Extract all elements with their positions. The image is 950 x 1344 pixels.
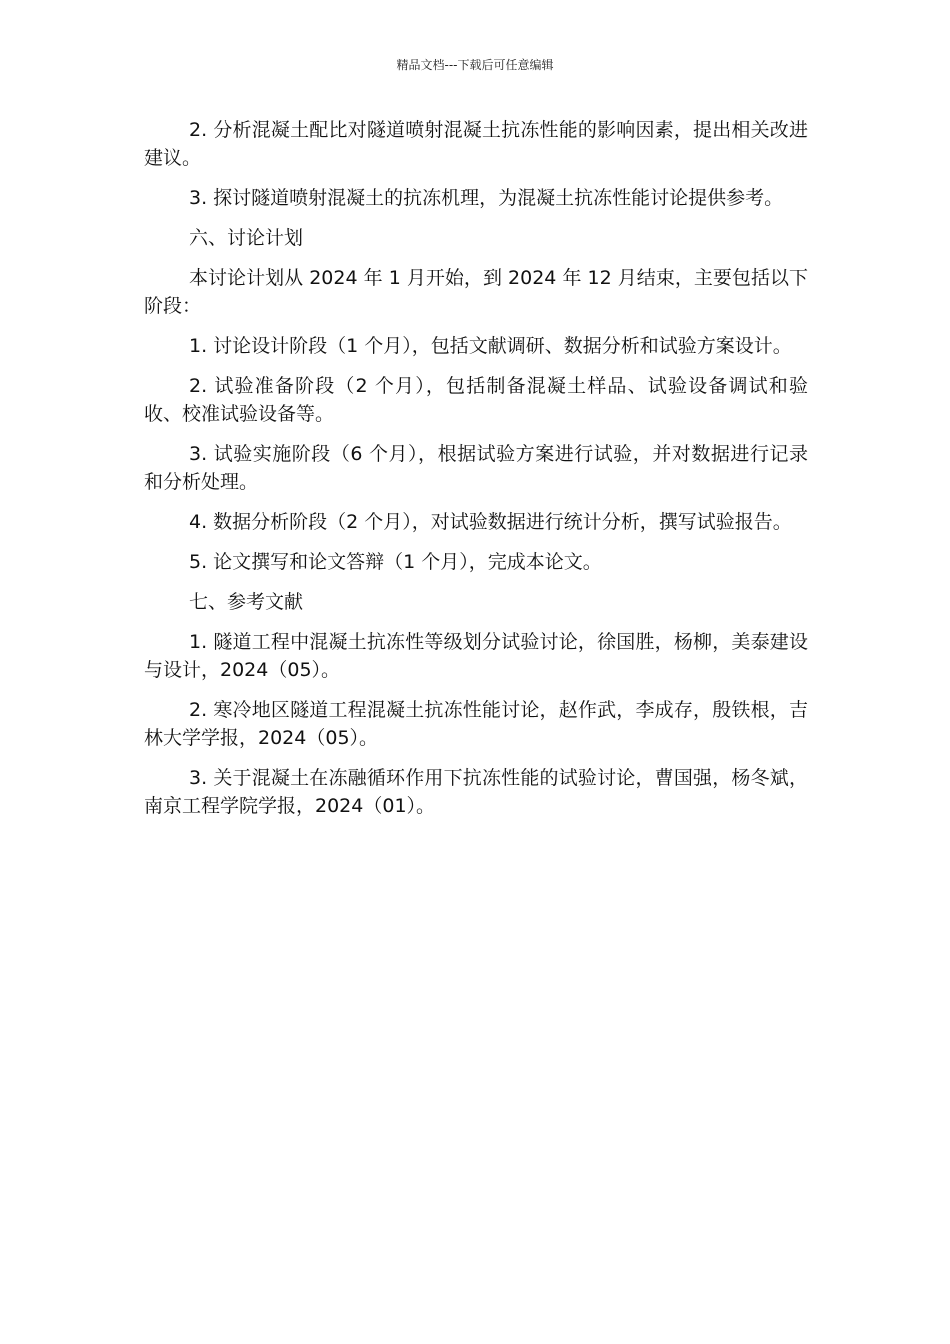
plan-stage-3: 3. 试验实施阶段（6 个月），根据试验方案进行试验，并对数据进行记录和分析处理。 [144, 443, 808, 493]
reference-item-1: 1. 隧道工程中混凝土抗冻性等级划分试验讨论，徐国胜，杨柳，美泰建设与设计，2024（05）。 [144, 631, 808, 681]
page-header: 精品文档---下载后可任意编辑 [396, 58, 554, 72]
plan-intro: 本讨论计划从 2024 年 1 月开始，到 2024 年 12 月结束，主要包括以下阶段： [144, 267, 808, 317]
plan-stage-2: 2. 试验准备阶段（2 个月），包括制备混凝土样品、试验设备调试和验收、校准试验设备等。 [144, 375, 808, 425]
reference-item-2: 2. 寒冷地区隧道工程混凝土抗冻性能讨论，赵作武，李成存，殷铁根，吉林大学学报，2024（05）。 [144, 699, 808, 749]
plan-stage-5: 5. 论文撰写和论文答辩（1 个月），完成本论文。 [189, 551, 602, 573]
document-body [144, 116, 808, 832]
section-heading-references: 七、参考文献 [189, 591, 304, 613]
section-heading-plan: 六、讨论计划 [189, 227, 304, 249]
objective-item-3: 3. 探讨隧道喷射混凝土的抗冻机理，为混凝土抗冻性能讨论提供参考。 [189, 187, 784, 209]
reference-item-3: 3. 关于混凝土在冻融循环作用下抗冻性能的试验讨论，曹国强，杨冬斌，南京工程学院学报，2024（01）。 [144, 767, 808, 817]
plan-stage-4: 4. 数据分析阶段（2 个月），对试验数据进行统计分析，撰写试验报告。 [189, 511, 792, 533]
objective-item-2: 2. 分析混凝土配比对隧道喷射混凝土抗冻性能的影响因素，提出相关改进建议。 [144, 119, 808, 169]
plan-stage-1: 1. 讨论设计阶段（1 个月），包括文献调研、数据分析和试验方案设计。 [189, 335, 792, 357]
